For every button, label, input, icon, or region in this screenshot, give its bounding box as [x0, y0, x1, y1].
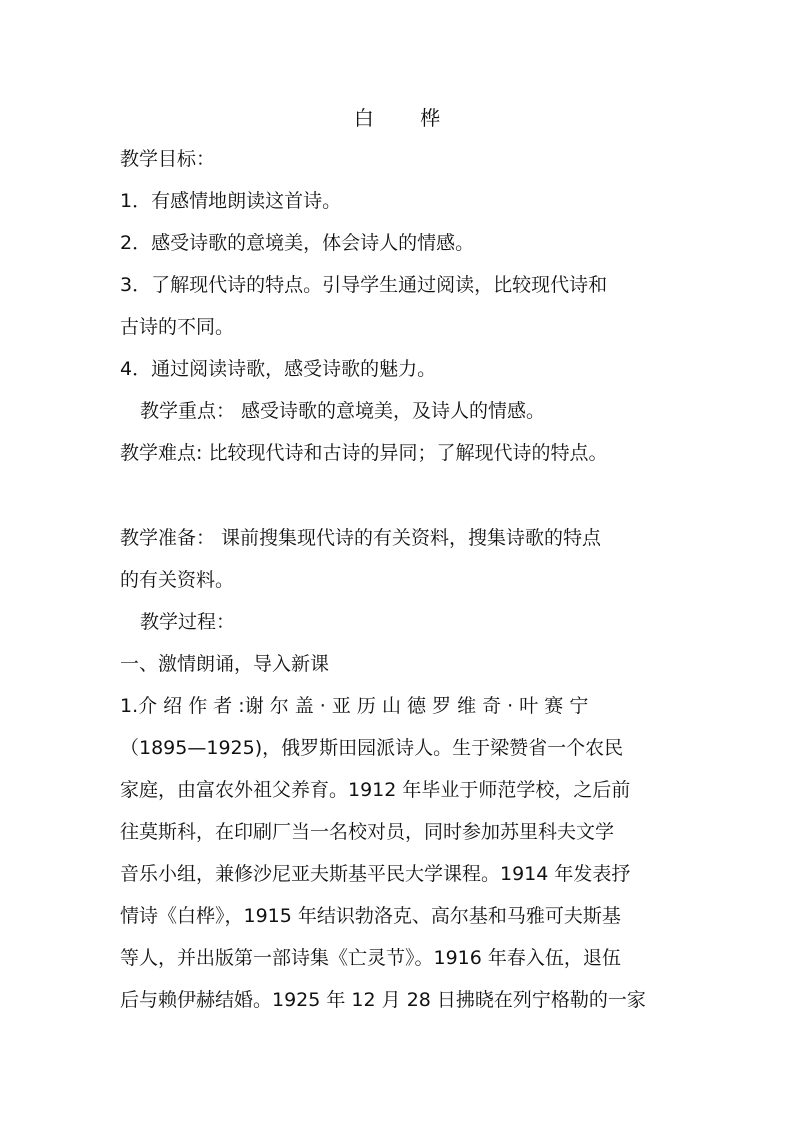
objective-2: 2．感受诗歌的意境美，体会诗人的情感。 — [120, 232, 475, 254]
author-intro-line-7: 等人，并出版第一部诗集《亡灵节》。1916 年春入伍，退伍 — [120, 947, 621, 969]
objective-3: 3．了解现代诗的特点。引导学生通过阅读，比较现代诗和 — [120, 274, 608, 296]
author-intro-line-1: 1.介 绍 作 者 :谢 尔 盖 · 亚 历 山 德 罗 维 奇 · 叶 赛 宁 — [120, 695, 589, 717]
objective-1: 1．有感情地朗读这首诗。 — [120, 190, 342, 212]
teaching-focus: 教学重点： 感受诗歌的意境美，及诗人的情感。 — [140, 400, 546, 422]
objective-4: 4．通过阅读诗歌，感受诗歌的魅力。 — [120, 358, 437, 380]
author-intro-line-8: 后与赖伊赫结婚。1925 年 12 月 28 日拂晓在列宁格勒的一家 — [120, 989, 646, 1011]
section-heading-process: 教学过程： — [140, 611, 236, 633]
teaching-difficulty: 教学难点: 比较现代诗和古诗的异同；了解现代诗的特点。 — [120, 442, 608, 464]
author-intro-line-5: 音乐小组，兼修沙尼亚夫斯基平民大学课程。1914 年发表抒 — [120, 863, 631, 885]
document-title: 白 桦 — [353, 106, 461, 130]
author-intro-line-3: 家庭，由富农外祖父养育。1912 年毕业于师范学校，之后前 — [120, 779, 631, 801]
author-intro-line-4: 往莫斯科，在印刷厂当一名校对员，同时参加苏里科夫文学 — [120, 821, 615, 843]
author-intro-line-2: （1895—1925)，俄罗斯田园派诗人。生于梁赞省一个农民 — [120, 737, 624, 759]
author-intro-line-6: 情诗《白桦》，1915 年结识勃洛克、高尔基和马雅可夫斯基 — [120, 905, 621, 927]
teaching-preparation-continued: 的有关资料。 — [120, 569, 235, 591]
section-heading-objectives: 教学目标： — [120, 148, 216, 170]
process-step-1-heading: 一、激情朗诵，导入新课 — [120, 653, 330, 675]
objective-3-continued: 古诗的不同。 — [120, 316, 235, 338]
teaching-preparation: 教学准备： 课前搜集现代诗的有关资料，搜集诗歌的特点 — [120, 527, 602, 549]
